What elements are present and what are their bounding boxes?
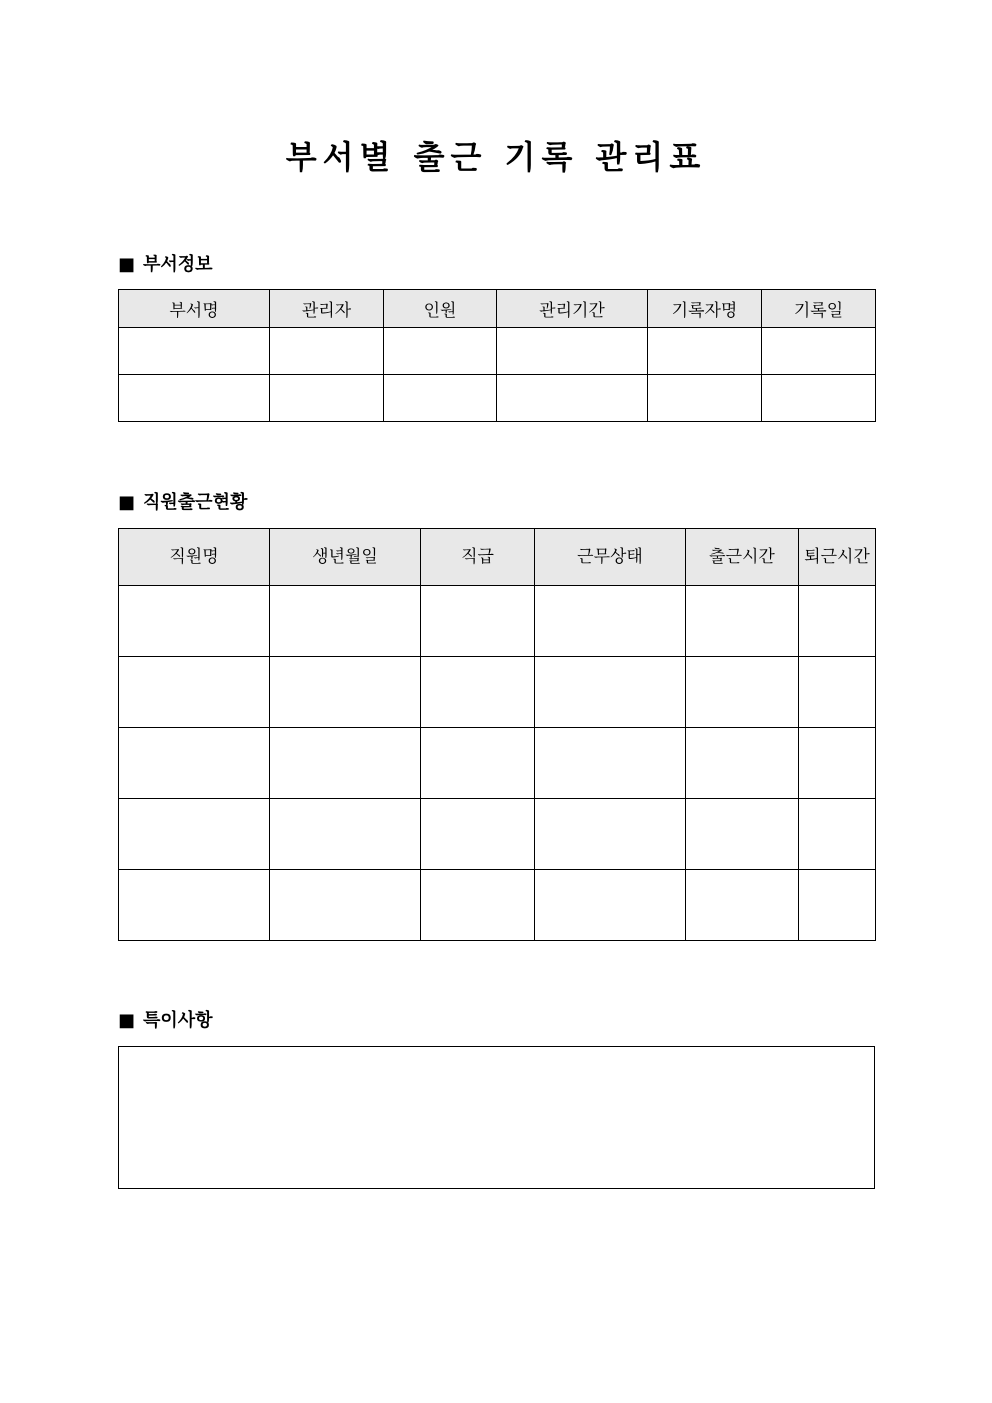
table-cell[interactable] <box>119 657 270 728</box>
table-cell[interactable] <box>535 657 686 728</box>
column-header-staff-name: 직원명 <box>119 529 270 586</box>
table-cell[interactable] <box>686 728 799 799</box>
column-header-position: 직급 <box>421 529 535 586</box>
table-cell[interactable] <box>270 728 421 799</box>
table-cell[interactable] <box>421 657 535 728</box>
table-cell[interactable] <box>384 375 497 422</box>
column-header-manager: 관리자 <box>270 290 384 328</box>
table-row <box>119 657 876 728</box>
table-cell[interactable] <box>384 328 497 375</box>
column-header-recorder: 기록자명 <box>648 290 762 328</box>
table-cell[interactable] <box>119 586 270 657</box>
notes-box[interactable] <box>118 1046 875 1189</box>
table-cell[interactable] <box>421 799 535 870</box>
table-cell[interactable] <box>648 375 762 422</box>
square-bullet-icon: ■ <box>118 492 136 513</box>
section-label: 직원출근현황 <box>143 492 248 513</box>
table-row <box>119 375 876 422</box>
column-header-period: 관리기간 <box>497 290 648 328</box>
table-cell[interactable] <box>119 328 270 375</box>
column-header-work-status: 근무상태 <box>535 529 686 586</box>
dept-info-table <box>118 289 876 422</box>
table-cell[interactable] <box>270 328 384 375</box>
table-cell[interactable] <box>497 375 648 422</box>
column-header-clock-out: 퇴근시간 <box>799 529 876 586</box>
table-cell[interactable] <box>762 375 876 422</box>
table-header-row <box>119 290 876 328</box>
table-cell[interactable] <box>497 328 648 375</box>
section-title-staff <box>118 491 247 515</box>
column-header-birthdate: 생년월일 <box>270 529 421 586</box>
section-title-dept <box>118 253 213 277</box>
table-cell[interactable] <box>799 870 876 941</box>
table-cell[interactable] <box>648 328 762 375</box>
table-cell[interactable] <box>799 728 876 799</box>
table-cell[interactable] <box>686 586 799 657</box>
table-cell[interactable] <box>535 799 686 870</box>
table-cell[interactable] <box>119 799 270 870</box>
table-cell[interactable] <box>119 728 270 799</box>
column-header-record-date: 기록일 <box>762 290 876 328</box>
column-header-clock-in: 출근시간 <box>686 529 799 586</box>
table-cell[interactable] <box>119 870 270 941</box>
table-cell[interactable] <box>270 799 421 870</box>
table-row <box>119 728 876 799</box>
table-cell[interactable] <box>535 870 686 941</box>
table-cell[interactable] <box>535 586 686 657</box>
table-cell[interactable] <box>421 870 535 941</box>
table-cell[interactable] <box>799 586 876 657</box>
section-title-notes <box>118 1009 213 1033</box>
table-row <box>119 328 876 375</box>
square-bullet-icon: ■ <box>118 254 136 275</box>
section-label: 부서정보 <box>143 254 213 275</box>
table-cell[interactable] <box>270 375 384 422</box>
table-cell[interactable] <box>119 375 270 422</box>
column-header-dept-name: 부서명 <box>119 290 270 328</box>
table-cell[interactable] <box>421 728 535 799</box>
square-bullet-icon: ■ <box>118 1010 136 1031</box>
table-row <box>119 586 876 657</box>
table-cell[interactable] <box>270 870 421 941</box>
table-cell[interactable] <box>799 799 876 870</box>
table-cell[interactable] <box>535 728 686 799</box>
table-row <box>119 799 876 870</box>
table-cell[interactable] <box>686 657 799 728</box>
table-cell[interactable] <box>686 870 799 941</box>
table-row <box>119 870 876 941</box>
table-cell[interactable] <box>421 586 535 657</box>
table-cell[interactable] <box>762 328 876 375</box>
staff-attendance-table <box>118 528 876 941</box>
table-header-row <box>119 529 876 586</box>
table-cell[interactable] <box>270 657 421 728</box>
table-cell[interactable] <box>686 799 799 870</box>
section-label: 특이사항 <box>143 1010 213 1031</box>
table-cell[interactable] <box>799 657 876 728</box>
column-header-headcount: 인원 <box>384 290 497 328</box>
table-cell[interactable] <box>270 586 421 657</box>
page-title: 부서별 출근 기록 관리표 <box>285 138 707 176</box>
